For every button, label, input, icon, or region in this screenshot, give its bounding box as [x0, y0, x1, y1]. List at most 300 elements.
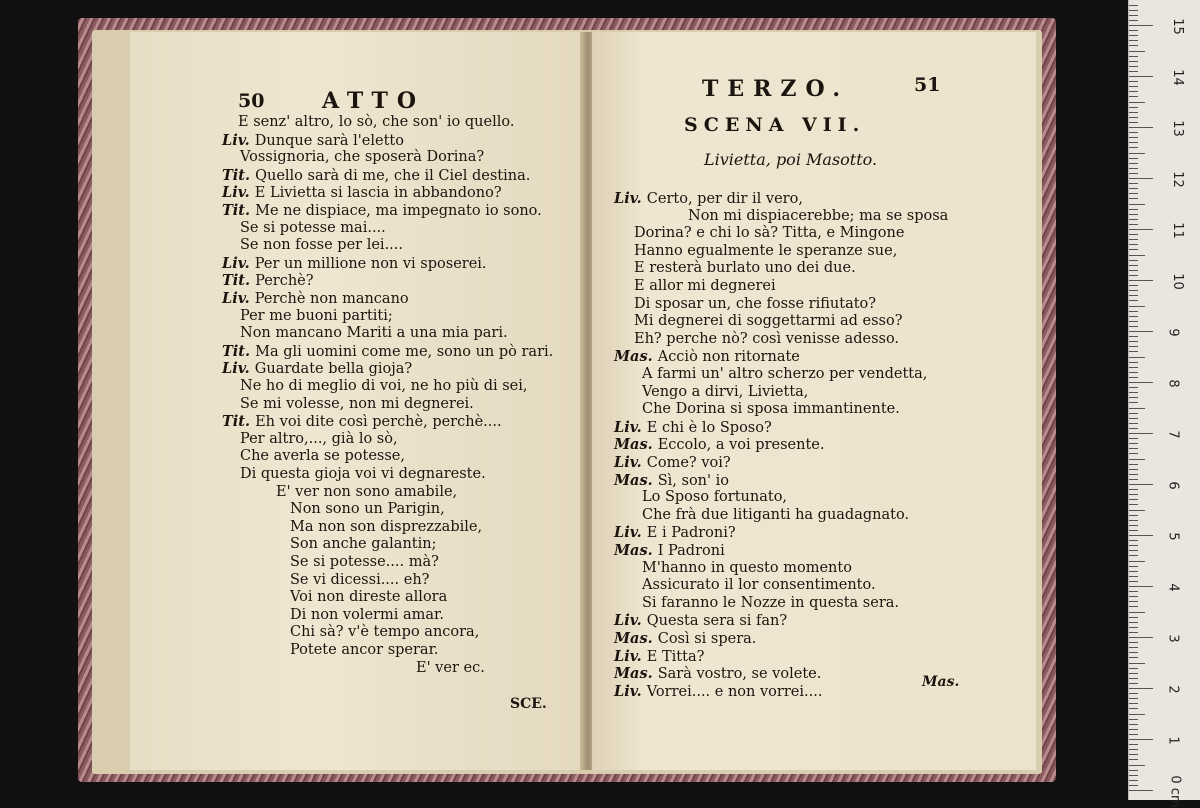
- right-line: [614, 436, 824, 454]
- verse-text: Così si spera.: [657, 631, 757, 647]
- ruler-tick: [1129, 790, 1153, 791]
- ruler-tick: [1129, 555, 1138, 556]
- speaker-label: Liv.: [222, 184, 255, 202]
- speaker-label: Tit.: [222, 272, 256, 290]
- ruler-tick: [1129, 785, 1138, 786]
- left-page-number: 50: [238, 90, 265, 112]
- right-line: [642, 507, 909, 524]
- ruler-tick: [1129, 397, 1138, 398]
- speaker-label: Liv.: [222, 131, 255, 149]
- verse-text: E' ver non sono amabile,: [276, 483, 458, 500]
- right-line: [634, 243, 897, 260]
- ruler-tick: [1129, 561, 1145, 562]
- ruler-tick: [1129, 698, 1138, 699]
- speaker-label: Tit.: [222, 342, 256, 360]
- ruler-tick: [1129, 45, 1138, 46]
- ruler-tick: [1129, 744, 1138, 745]
- ruler-tick: [1129, 464, 1138, 465]
- ruler-tick: [1129, 40, 1138, 41]
- right-page: [592, 32, 1036, 770]
- right-line: [614, 524, 736, 542]
- ruler-tick: [1129, 331, 1153, 332]
- ruler-tick: [1129, 147, 1138, 148]
- ruler-tick: [1129, 30, 1138, 31]
- left-line: [290, 624, 479, 641]
- right-catchword: Mas.: [922, 674, 960, 690]
- ruler-label: 12: [1169, 171, 1185, 188]
- right-page-number: 51: [914, 74, 941, 96]
- ruler-tick: [1129, 392, 1138, 393]
- verse-text: Sarà vostro, se volete.: [657, 666, 822, 683]
- right-line: [642, 560, 852, 577]
- ruler-tick: [1129, 520, 1138, 521]
- ruler-tick: [1129, 703, 1138, 704]
- verse-text: Eh? perche nò? così venisse adesso.: [634, 330, 900, 347]
- speaker-label: Liv.: [614, 612, 647, 630]
- verse-text: Per me buoni partiti;: [240, 307, 393, 324]
- ruler-tick: [1129, 673, 1138, 674]
- left-line: [222, 202, 542, 220]
- ruler-tick: [1129, 479, 1138, 480]
- ruler-tick: [1129, 494, 1138, 495]
- speaker-label: Liv.: [614, 524, 647, 542]
- scene-characters: Livietta, poi Masotto.: [704, 150, 878, 169]
- verse-text: Assicurato il lor consentimento.: [642, 577, 876, 594]
- verse-text: Questa sera si fan?: [646, 613, 788, 630]
- verse-text: Hanno egualmente le speranze sue,: [634, 242, 898, 259]
- ruler-tick: [1129, 729, 1138, 730]
- ruler-tick: [1129, 183, 1138, 184]
- left-line: [276, 484, 457, 501]
- left-line: [290, 554, 439, 571]
- left-line: [222, 184, 502, 202]
- right-line: [614, 665, 821, 683]
- ruler-tick: [1129, 668, 1138, 669]
- verse-text: Di sposar un, che fosse rifiutato?: [634, 295, 877, 312]
- ruler-tick: [1129, 270, 1138, 271]
- ruler-tick: [1129, 596, 1138, 597]
- ruler-tick: [1129, 275, 1138, 276]
- right-line: [614, 419, 772, 437]
- ruler-tick: [1129, 423, 1138, 424]
- right-line: [642, 401, 900, 418]
- ruler-tick: [1129, 66, 1138, 67]
- verse-text: M'hanno in questo momento: [642, 559, 852, 576]
- ruler-tick: [1129, 367, 1138, 368]
- right-line: [614, 542, 725, 560]
- verse-text: Se si potesse.... mà?: [290, 554, 439, 570]
- left-line: [240, 378, 528, 395]
- ruler-tick: [1129, 433, 1153, 434]
- verse-text: E chi è lo Sposo?: [646, 419, 772, 436]
- ruler-tick: [1129, 749, 1138, 750]
- verse-text: Potete ancor sperar.: [290, 642, 439, 658]
- ruler-label: 15: [1169, 18, 1185, 35]
- verse-text: Ne ho di meglio di voi, ne ho più di sei,: [240, 378, 528, 394]
- ruler-tick: [1129, 249, 1138, 250]
- verse-text: E Livietta si lascia in abbandono?: [254, 185, 502, 202]
- ruler-tick: [1129, 612, 1145, 613]
- right-line: [614, 648, 704, 666]
- ruler-tick: [1129, 459, 1145, 460]
- ruler-tick: [1129, 663, 1145, 664]
- ruler-tick: [1129, 637, 1153, 638]
- left-line: [222, 132, 404, 150]
- ruler-tick: [1129, 316, 1138, 317]
- ruler-tick: [1129, 453, 1138, 454]
- speaker-label: Mas.: [614, 542, 658, 559]
- right-line: [614, 454, 731, 472]
- ruler-tick: [1129, 142, 1138, 143]
- ruler-tick: [1129, 25, 1153, 26]
- ruler-tick: [1129, 714, 1145, 715]
- ruler-tick: [1129, 474, 1138, 475]
- left-line: [222, 413, 502, 431]
- ruler-tick: [1129, 341, 1138, 342]
- verse-text: Ma gli uomini come me, sono un pò rari.: [255, 343, 554, 360]
- ruler-tick: [1129, 688, 1153, 689]
- ruler-label: 9: [1165, 328, 1181, 337]
- ruler-label: 10: [1169, 273, 1185, 290]
- verse-text: Se non fosse per lei....: [240, 237, 404, 254]
- right-line: [634, 278, 776, 295]
- right-line: [642, 595, 899, 612]
- speaker-label: Mas.: [614, 630, 658, 647]
- ruler-tick: [1129, 428, 1138, 429]
- right-line: [614, 612, 787, 630]
- speaker-label: Liv.: [614, 190, 647, 207]
- ruler-tick: [1129, 739, 1153, 740]
- verse-text: Guardate bella gioja?: [254, 361, 413, 378]
- right-line: [642, 577, 876, 594]
- ruler-tick: [1129, 510, 1145, 511]
- ruler-label: 11: [1169, 222, 1185, 239]
- left-line: [222, 290, 409, 308]
- verse-text: Se si potesse mai....: [240, 219, 386, 236]
- ruler-tick: [1129, 535, 1153, 536]
- left-line: [290, 519, 482, 536]
- ruler-tick: [1129, 484, 1153, 485]
- ruler-tick: [1129, 204, 1145, 205]
- verse-text: Se vi dicessi.... eh?: [290, 571, 430, 588]
- ruler-tick: [1129, 566, 1138, 567]
- speaker-label: Liv.: [614, 647, 647, 665]
- verse-text: Non mancano Mariti a una mia pari.: [240, 325, 508, 342]
- right-line: [614, 348, 800, 366]
- left-line: [238, 114, 514, 131]
- left-line: [290, 607, 444, 624]
- right-line: [614, 683, 822, 701]
- ruler-tick: [1129, 606, 1138, 607]
- right-line: [642, 366, 927, 383]
- verse-text: E resterà burlato uno dei due.: [634, 260, 856, 277]
- ruler-tick: [1129, 295, 1138, 296]
- verse-text: Eh voi dite così perchè, perchè....: [255, 414, 502, 431]
- ruler-tick: [1129, 581, 1138, 582]
- verse-text: Son anche galantin;: [290, 536, 437, 553]
- ruler-tick: [1129, 91, 1138, 92]
- left-line: [290, 589, 447, 606]
- verse-text: E' ver ec.: [416, 659, 485, 676]
- ruler-tick: [1129, 657, 1138, 658]
- ruler-tick: [1129, 96, 1138, 97]
- ruler-tick: [1129, 244, 1138, 245]
- ruler-tick: [1129, 418, 1138, 419]
- ruler-tick: [1129, 336, 1138, 337]
- left-line: [222, 167, 530, 185]
- right-line: [634, 331, 899, 348]
- ruler-tick: [1129, 499, 1138, 500]
- ruler-tick: [1129, 51, 1145, 52]
- ruler-tick: [1129, 448, 1138, 449]
- left-line: [290, 642, 439, 659]
- ruler-tick: [1129, 15, 1138, 16]
- verse-text: Eccolo, a voi presente.: [657, 437, 825, 454]
- ruler-tick: [1129, 285, 1138, 286]
- ruler-tick: [1129, 198, 1138, 199]
- ruler-label: 2: [1165, 685, 1181, 694]
- ruler-tick: [1129, 229, 1153, 230]
- ruler-label: 8: [1165, 379, 1181, 388]
- scene-heading: SCENA VII.: [684, 114, 866, 136]
- ruler-tick: [1129, 693, 1138, 694]
- ruler-tick: [1129, 306, 1145, 307]
- ruler-tick: [1129, 81, 1138, 82]
- verse-text: E allor mi degnerei: [634, 278, 776, 294]
- right-line: [642, 489, 787, 506]
- ruler-tick: [1129, 107, 1138, 108]
- verse-text: E i Padroni?: [646, 525, 736, 542]
- verse-text: I Padroni: [657, 543, 725, 559]
- ruler-tick: [1129, 489, 1138, 490]
- verse-text: Voi non direste allora: [290, 589, 448, 606]
- verse-text: Di non volermi amar.: [290, 606, 444, 623]
- speaker-label: Tit.: [222, 413, 256, 431]
- ruler-tick: [1129, 35, 1138, 36]
- ruler-tick: [1129, 234, 1138, 235]
- ruler-tick: [1129, 545, 1138, 546]
- right-line: [642, 384, 808, 401]
- verse-text: Che averla se potesse,: [240, 448, 405, 465]
- ruler-tick: [1129, 759, 1138, 760]
- speaker-label: Liv.: [222, 360, 255, 378]
- left-line: [222, 360, 412, 378]
- speaker-label: Liv.: [614, 682, 647, 700]
- ruler-label: 6: [1165, 481, 1181, 490]
- ruler-label: 4: [1165, 583, 1181, 592]
- ruler-tick: [1129, 632, 1138, 633]
- verse-text: Vossignoria, che sposerà Dorina?: [240, 149, 485, 166]
- right-line: [634, 296, 876, 313]
- left-line: [240, 149, 484, 166]
- verse-text: Che Dorina si sposa immantinente.: [642, 401, 900, 418]
- verse-text: Lo Sposo fortunato,: [642, 489, 788, 506]
- ruler-tick: [1129, 601, 1138, 602]
- verse-text: E Titta?: [646, 648, 705, 665]
- ruler-tick: [1129, 387, 1138, 388]
- ruler-tick: [1129, 754, 1138, 755]
- ruler-tick: [1129, 163, 1138, 164]
- ruler-tick: [1129, 255, 1145, 256]
- verse-text: Dorina? e chi lo sà? Titta, e Mingone: [634, 225, 905, 242]
- ruler-tick: [1129, 586, 1153, 587]
- ruler-tick: [1129, 647, 1138, 648]
- ruler-tick: [1129, 627, 1138, 628]
- verse-text: Ma non son disprezzabile,: [290, 518, 483, 535]
- verse-text: Che frà due litiganti ha guadagnato.: [642, 506, 910, 523]
- verse-text: Quello sarà di me, che il Ciel destina.: [255, 167, 531, 184]
- ruler-tick: [1129, 351, 1138, 352]
- ruler-tick: [1129, 132, 1138, 133]
- ruler-tick: [1129, 300, 1138, 301]
- ruler-tick: [1129, 683, 1138, 684]
- ruler-label: 5: [1165, 532, 1181, 541]
- speaker-label: Liv.: [614, 454, 647, 471]
- verse-text: E senz' altro, lo sò, che son' io quello.: [238, 114, 515, 130]
- verse-text: Acciò non ritornate: [657, 349, 800, 366]
- speaker-label: Mas.: [614, 471, 658, 489]
- ruler-tick: [1129, 469, 1138, 470]
- ruler-tick: [1129, 127, 1153, 128]
- left-page: [130, 32, 584, 770]
- ruler-tick: [1129, 209, 1138, 210]
- ruler-tick: [1129, 112, 1138, 113]
- left-line: [222, 255, 487, 273]
- ruler-tick: [1129, 357, 1145, 358]
- right-line: [614, 472, 729, 490]
- verse-text: Perchè non mancano: [254, 291, 409, 307]
- ruler-tick: [1129, 326, 1138, 327]
- ruler-tick: [1129, 362, 1138, 363]
- ruler-tick: [1129, 219, 1138, 220]
- left-line: [222, 272, 314, 290]
- ruler-tick: [1129, 214, 1138, 215]
- ruler-tick: [1129, 540, 1138, 541]
- ruler-tick: [1129, 550, 1138, 551]
- ruler-label: 7: [1165, 430, 1181, 439]
- ruler-tick: [1129, 576, 1138, 577]
- ruler-tick: [1129, 438, 1138, 439]
- ruler-tick: [1129, 290, 1138, 291]
- right-line: [688, 208, 948, 225]
- left-catchword: SCE.: [510, 696, 547, 712]
- right-line: [614, 630, 756, 648]
- ruler-tick: [1129, 188, 1138, 189]
- ruler-tick: [1129, 56, 1138, 57]
- verse-text: Non mi dispiacerebbe; ma se sposa: [688, 207, 949, 224]
- ruler-tick: [1129, 622, 1138, 623]
- verse-text: Non sono un Parigin,: [290, 501, 445, 518]
- ruler-tick: [1129, 239, 1138, 240]
- left-line: [240, 396, 474, 413]
- left-line: [290, 501, 445, 518]
- ruler-tick: [1129, 137, 1138, 138]
- speaker-label: Liv.: [222, 290, 255, 307]
- verse-text: Vorrei.... e non vorrei....: [646, 683, 823, 700]
- ruler-tick: [1129, 153, 1145, 154]
- ruler-tick: [1129, 372, 1138, 373]
- left-line: [240, 237, 403, 254]
- verse-text: Per un millione non vi sposerei.: [254, 255, 487, 272]
- verse-text: Se mi volesse, non mi degnerei.: [240, 395, 474, 412]
- left-line: [240, 466, 486, 483]
- right-line: [634, 313, 903, 330]
- left-line: [222, 343, 553, 361]
- right-line: [634, 260, 856, 277]
- verse-text: Dunque sarà l'eletto: [254, 132, 404, 149]
- ruler-tick: [1129, 652, 1138, 653]
- ruler-tick: [1129, 280, 1153, 281]
- left-line: [290, 536, 436, 553]
- ruler-tick: [1129, 168, 1138, 169]
- speaker-label: Liv.: [614, 418, 647, 436]
- ruler-tick: [1129, 193, 1138, 194]
- left-running-head: ATTO: [322, 88, 425, 114]
- ruler-tick: [1129, 5, 1138, 6]
- right-line: [634, 225, 904, 242]
- ruler-tick: [1129, 571, 1138, 572]
- ruler-tick: [1129, 71, 1138, 72]
- ruler-tick: [1129, 122, 1138, 123]
- verse-text: Come? voi?: [646, 455, 731, 471]
- ruler-tick: [1129, 173, 1138, 174]
- ruler-tick: [1129, 642, 1138, 643]
- right-running-head: TERZO.: [702, 76, 850, 102]
- ruler-tick: [1129, 780, 1138, 781]
- ruler-tick: [1129, 402, 1138, 403]
- ruler-tick: [1129, 20, 1138, 21]
- ruler-tick: [1129, 719, 1138, 720]
- verse-text: Certo, per dir il vero,: [646, 191, 803, 207]
- verse-text: Si faranno le Nozze in questa sera.: [642, 594, 900, 611]
- left-line: [240, 325, 508, 342]
- ruler-tick: [1129, 311, 1138, 312]
- verse-text: A farmi un' altro scherzo per vendetta,: [642, 366, 928, 382]
- ruler-tick: [1129, 76, 1153, 77]
- verse-text: Di questa gioja voi vi degnareste.: [240, 466, 486, 482]
- ruler-tick: [1129, 678, 1138, 679]
- ruler-tick: [1129, 504, 1138, 505]
- speaker-label: Mas.: [614, 665, 658, 683]
- right-line: [614, 190, 803, 208]
- verse-text: Perchè?: [255, 273, 314, 290]
- ruler-tick: [1129, 265, 1138, 266]
- verse-text: Vengo a dirvi, Livietta,: [642, 383, 809, 400]
- verse-text: Sì, son' io: [657, 472, 729, 489]
- ruler-tick: [1129, 382, 1153, 383]
- ruler-label: 14: [1169, 69, 1185, 86]
- ruler-tick: [1129, 443, 1138, 444]
- verse-text: Mi degnerei di soggettarmi ad esso?: [634, 313, 903, 330]
- ruler-tick: [1129, 178, 1153, 179]
- left-line: [290, 572, 429, 589]
- ruler-label: 1: [1165, 736, 1181, 745]
- measurement-ruler: [1128, 0, 1200, 808]
- left-line: [240, 431, 398, 448]
- ruler-tick: [1129, 413, 1138, 414]
- speaker-label: Liv.: [222, 254, 255, 272]
- ruler-tick: [1129, 321, 1138, 322]
- ruler-tick: [1129, 377, 1138, 378]
- ruler-tick: [1129, 530, 1138, 531]
- verse-text: Me ne dispiace, ma impegnato io sono.: [255, 203, 542, 219]
- left-line: [240, 448, 405, 465]
- speaker-label: Mas.: [614, 436, 658, 454]
- ruler-tick: [1129, 260, 1138, 261]
- ruler-tick: [1129, 408, 1145, 409]
- verse-text: Chi sà? v'è tempo ancora,: [290, 624, 480, 641]
- ruler-label: 3: [1165, 634, 1181, 643]
